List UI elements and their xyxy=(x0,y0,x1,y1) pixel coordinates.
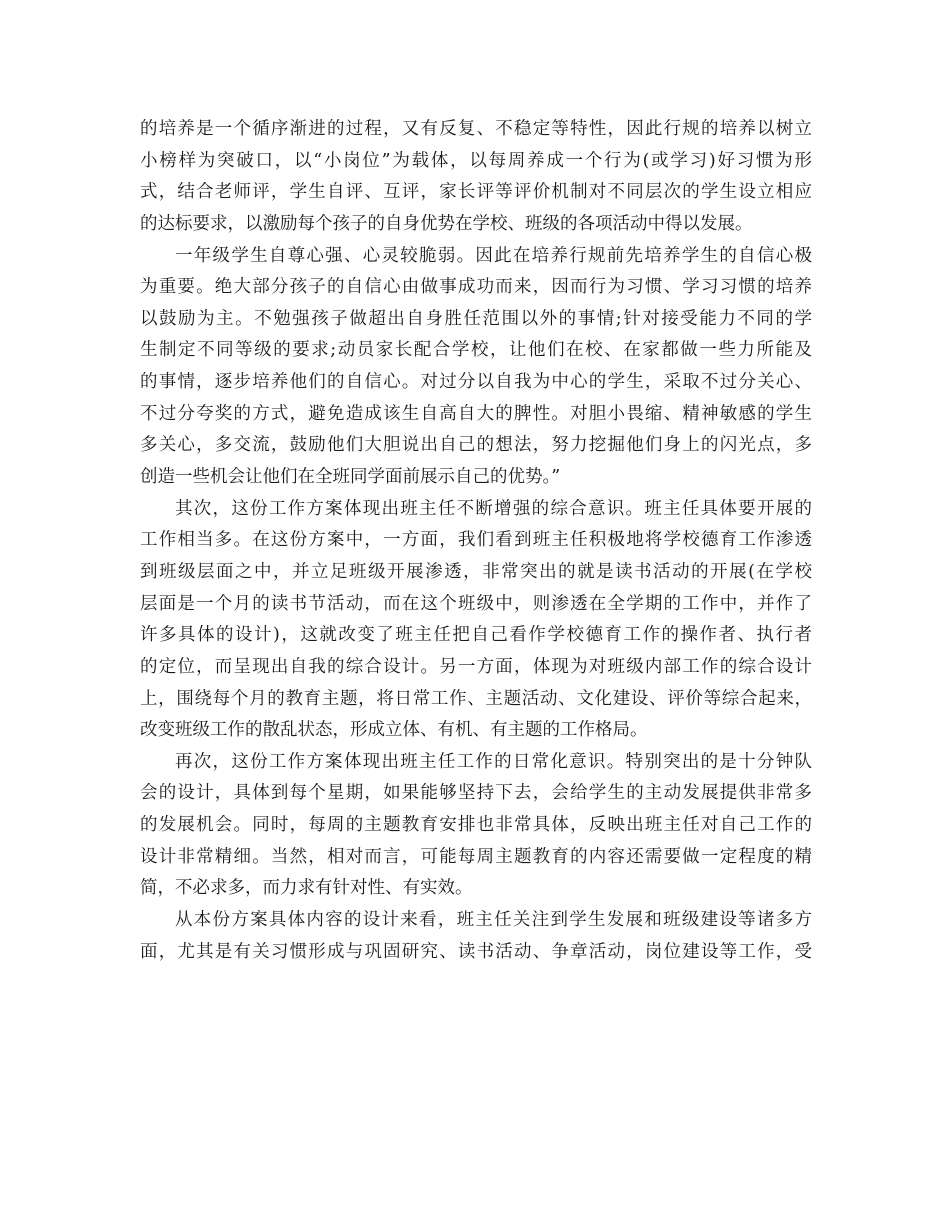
paragraph-start-line: 其次，这份工作方案体现出班主任不断增强的综合意识。班主任具体要开展的 xyxy=(175,498,812,519)
text-line: 层面是一个月的读书节活动，而在这个班级中，则渗透在全学期的工作中，并作了 xyxy=(140,593,812,614)
text-line: 的发展机会。同时，每周的主题教育安排也非常具体，反映出班主任对自己工作的 xyxy=(140,815,812,836)
paragraph-start-line: 再次，这份工作方案体现出班主任工作的日常化意识。特别突出的是十分钟队 xyxy=(175,751,812,772)
paragraph-start-line: 一年级学生自尊心强、心灵较脆弱。因此在培养行规前先培养学生的自信心极 xyxy=(175,245,812,266)
text-line: 小榜样为突破口，以“小岗位”为载体，以每周养成一个行为(或学习)好习惯为形 xyxy=(140,150,812,171)
text-line: 工作相当多。在这份方案中，一方面，我们看到班主任积极地将学校德育工作渗透 xyxy=(140,530,812,551)
text-line: 上，围绕每个月的教育主题，将日常工作、主题活动、文化建设、评价等综合起来， xyxy=(140,688,812,709)
text-line: 面，尤其是有关习惯形成与巩固研究、读书活动、争章活动，岗位建设等工作，受 xyxy=(140,941,812,962)
text-line: 改变班级工作的散乱状态，形成立体、有机、有主题的工作格局。 xyxy=(140,720,648,741)
text-line: 以鼓励为主。不勉强孩子做超出自身胜任范围以外的事情;针对接受能力不同的学 xyxy=(140,308,812,329)
text-line: 的达标要求，以激励每个孩子的自身优势在学校、班级的各项活动中得以发展。 xyxy=(140,213,753,234)
text-line: 设计非常精细。当然，相对而言，可能每周主题教育的内容还需要做一定程度的精 xyxy=(140,846,812,867)
text-line: 的事情，逐步培养他们的自信心。对过分以自我为中心的学生，采取不过分关心、 xyxy=(140,372,812,393)
text-line: 不过分夸奖的方式，避免造成该生自高自大的脾性。对胆小畏缩、精神敏感的学生 xyxy=(140,403,812,424)
text-line: 会的设计，具体到每个星期，如果能够坚持下去，会给学生的主动发展提供非常多 xyxy=(140,783,812,804)
text-line: 多关心，多交流，鼓励他们大胆说出自己的想法，努力挖掘他们身上的闪光点，多 xyxy=(140,435,812,456)
text-line: 简，不必求多，而力求有针对性、有实效。 xyxy=(140,878,473,899)
text-line: 生制定不同等级的要求;动员家长配合学校，让他们在校、在家都做一些力所能及 xyxy=(140,340,812,361)
text-line: 许多具体的设计)，这就改变了班主任把自己看作学校德育工作的操作者、执行者 xyxy=(140,625,812,646)
text-line: 的培养是一个循序渐进的过程，又有反复、不稳定等特性，因此行规的培养以树立 xyxy=(140,119,812,139)
text-line: 式，结合老师评，学生自评、互评，家长评等评价机制对不同层次的学生设立相应 xyxy=(140,182,812,203)
text-line: 创造一些机会让他们在全班同学面前展示自己的优势。” xyxy=(140,467,561,488)
body-text xyxy=(140,114,812,968)
text-line: 为重要。绝大部分孩子的自信心由做事成功而来，因而行为习惯、学习习惯的培养 xyxy=(140,277,812,298)
text-line: 的定位，而呈现出自我的综合设计。另一方面，体现为对班级内部工作的综合设计 xyxy=(140,656,812,677)
paragraph-start-line: 从本份方案具体内容的设计来看，班主任关注到学生发展和班级建设等诸多方 xyxy=(175,910,812,931)
text-line: 到班级层面之中，并立足班级开展渗透，非常突出的就是读书活动的开展(在学校 xyxy=(140,561,812,582)
